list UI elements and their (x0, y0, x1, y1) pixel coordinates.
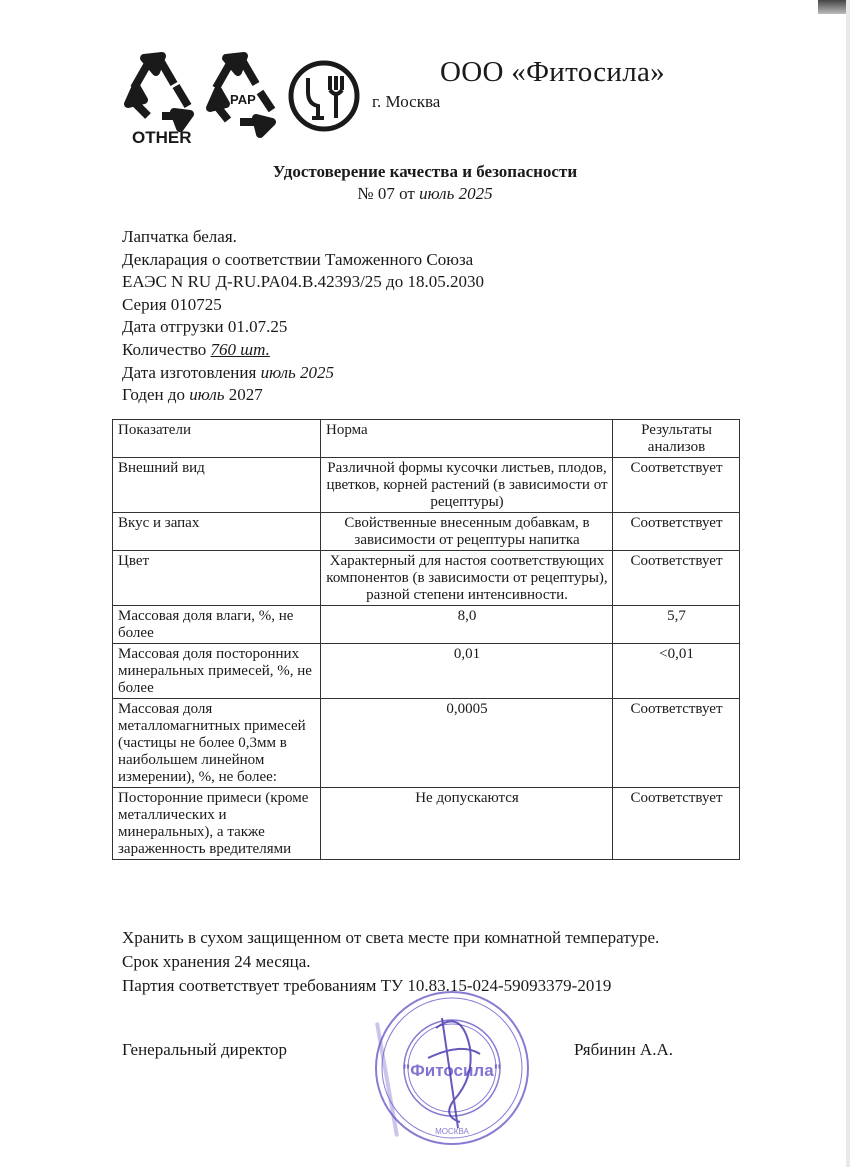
document-title: Удостоверение качества и безопасности (272, 162, 578, 181)
quantity (122, 339, 484, 362)
row-result: Соответствует (613, 513, 740, 551)
row-indicator: Посторонние примеси (кроме металлических и минеральных), а также зараженность вредителями (113, 788, 321, 860)
row-norm: 8,0 (321, 606, 613, 644)
row-result: Соответствует (613, 551, 740, 606)
row-norm: 0,0005 (321, 699, 613, 788)
table-row (113, 644, 740, 699)
table-row (113, 458, 740, 513)
row-result: <0,01 (613, 644, 740, 699)
expiry-month: июль (189, 385, 225, 405)
table-row (113, 606, 740, 644)
company-seal (372, 988, 532, 1148)
packaging-symbols (122, 48, 362, 148)
row-result: Соответствует (613, 458, 740, 513)
document-number (0, 184, 850, 204)
quantity-value: 760 шт. (210, 339, 270, 359)
shelf-life: Срок хранения 24 месяца. (122, 952, 311, 971)
row-indicator: Массовая доля металломагнитных примесей (частицы не более 0,3мм в наибольшем линейном измерении), %, не более: (113, 699, 321, 788)
expiry-year: 2027 (224, 385, 263, 405)
document-number-prefix: № 07 от (357, 184, 420, 203)
product-info (122, 226, 484, 407)
signatory-name: Рябинин А.А. (574, 1040, 673, 1059)
table-row (113, 788, 740, 860)
row-indicator: Вкус и запах (113, 513, 321, 551)
quantity-label: Количество (122, 339, 211, 359)
signature-position: Генеральный директор (122, 1040, 288, 1059)
header-indicator: Показатели (113, 420, 321, 458)
table-row (113, 513, 740, 551)
table-row (113, 699, 740, 788)
product-name: Лапчатка белая. (122, 227, 237, 246)
header-result: Результаты анализов (613, 420, 740, 458)
table-row (113, 551, 740, 606)
row-norm: 0,01 (321, 644, 613, 699)
table-header-row (113, 420, 740, 458)
expiry-label: Годен до (122, 385, 190, 405)
recycle-other-icon (128, 56, 190, 128)
row-norm: Характерный для настоя соответствующих компонентов (в зависимости от рецептуры), разной степени интенсивности. (321, 551, 613, 606)
storage-conditions: Хранить в сухом защищенном от света месте при комнатной температуре. (122, 928, 660, 947)
quality-table (112, 419, 740, 860)
row-norm: Свойственные внесенным добавкам, в зависимости от рецептуры напитка (321, 513, 613, 551)
row-indicator: Внешний вид (113, 458, 321, 513)
document-number-date: июль 2025 (419, 184, 493, 203)
shipment-date: Дата отгрузки 01.07.25 (122, 317, 288, 337)
manufacture-date (122, 362, 484, 385)
row-norm: Различной формы кусочки листьев, плодов, цветков, корней растений (в зависимости от рецептуры) (321, 458, 613, 513)
company-name: ООО «Фитосила» (440, 56, 665, 88)
company-city: г. Москва (372, 92, 441, 111)
row-result: Соответствует (613, 788, 740, 860)
compliance-statement: Партия соответствует требованиям ТУ 10.83.15-024-59093379-2019 (122, 976, 612, 995)
seal-city-text: МОСКВА (435, 1127, 469, 1136)
row-norm: Не допускаются (321, 788, 613, 860)
manufacture-label: Дата изготовления (122, 362, 261, 382)
recycle-label-pap: PAP (230, 92, 256, 107)
manufacture-value: июль 2025 (260, 362, 335, 382)
row-result: Соответствует (613, 699, 740, 788)
series: Серия 010725 (122, 294, 222, 314)
recycle-label-other: OTHER (132, 128, 192, 147)
expiry-date (122, 384, 484, 407)
declaration-line-1: Декларация о соответствии Таможенного Союза (122, 249, 474, 269)
seal-center-text: "Фитосила" (402, 1061, 502, 1080)
header-norm: Норма (321, 420, 613, 458)
row-indicator: Массовая доля посторонних минеральных примесей, %, не более (113, 644, 321, 699)
declaration-line-2: ЕАЭС N RU Д-RU.PA04.B.42393/25 до 18.05.2030 (122, 272, 484, 292)
row-result: 5,7 (613, 606, 740, 644)
row-indicator: Массовая доля влаги, %, не более (113, 606, 321, 644)
row-indicator: Цвет (113, 551, 321, 606)
food-contact-icon (291, 63, 357, 129)
